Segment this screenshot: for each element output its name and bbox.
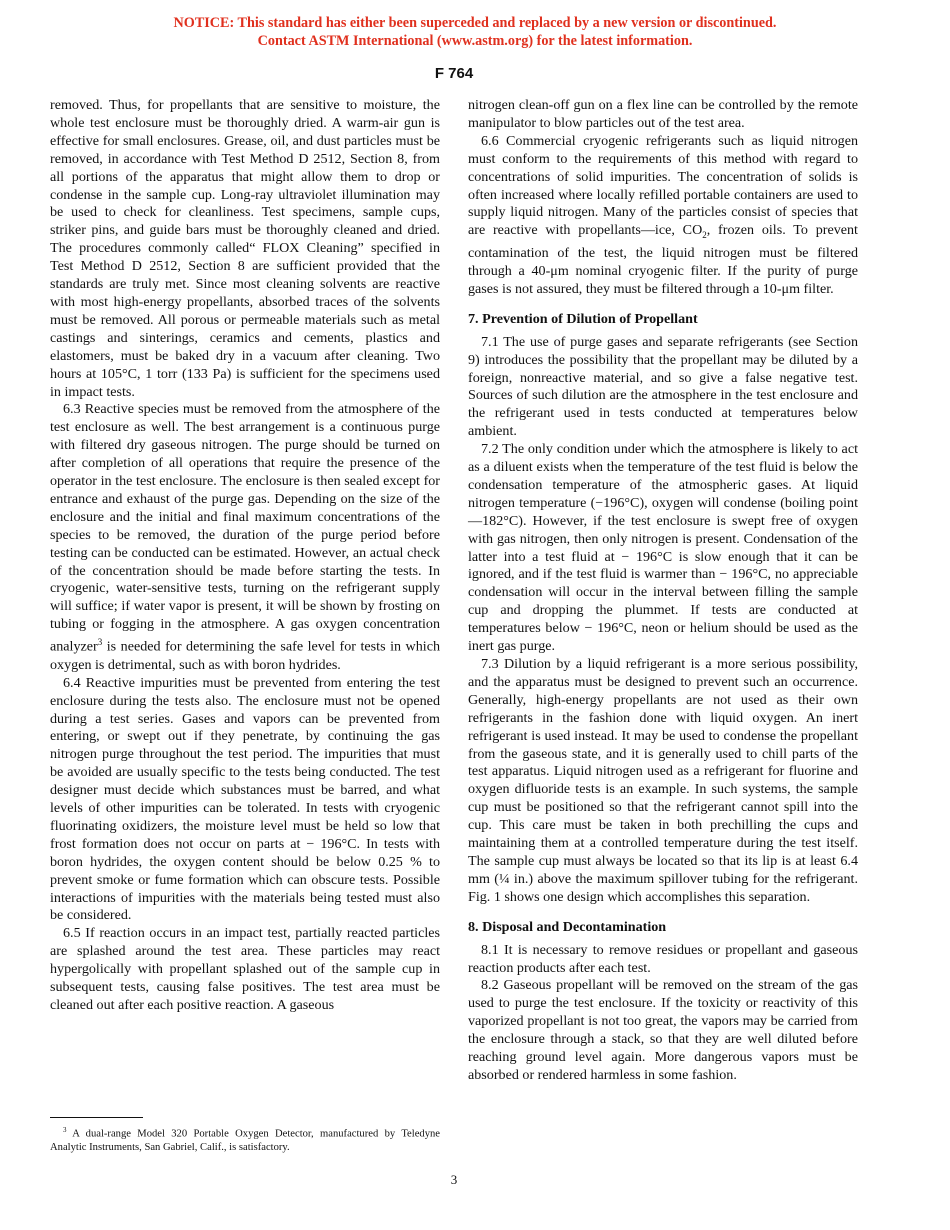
paragraph-6-3 — [50, 401, 440, 674]
paragraph-6-3-text-b: is needed for determining the safe level for tests in which oxygen is detrimental, such as with boron hydrides. — [50, 638, 440, 673]
footnote-marker: 3 — [63, 1126, 67, 1134]
section-7-heading: 7. Prevention of Dilution of Propellant — [468, 310, 698, 327]
footnote — [50, 1117, 440, 1155]
paragraph-8-1: 8.1 It is necessary to remove residues or propellant and gaseous reaction products after each test. — [468, 941, 858, 976]
footnote-text: A dual-range Model 320 Portable Oxygen Detector, manufactured by Teledyne Analytic Instruments, San Gabriel, Calif., is satisfactory. — [50, 1128, 440, 1154]
paragraph-6-6 — [468, 133, 858, 299]
notice-banner — [0, 14, 950, 50]
notice-line-2: Contact ASTM International (www.astm.org) for the latest information. — [257, 33, 693, 49]
paragraph-7-2: 7.2 The only condition under which the atmosphere is likely to act as a diluent exists when the temperature of the test fluid is below the condensation temperature of the atmospheric gases. At liquid nitrogen temperature (−196°C), oxygen will condense (boiling point—182°C). However, if the test enclosure is swept free of oxygen with gas nitrogen, then only nitrogen is present. Condensation of the latter into a test fluid at − 196°C is slow enough that it can be ignored, and if the test fluid is warmer than − 196°C, no appreciable condensation will occur in the interval between filling the sample cup and dropping the plummet. If tests are conducted at temperatures below − 196°C, neon or helium should be used as the inert gas purge. — [468, 441, 858, 655]
paragraph-6-6-text-a: 6.6 Commercial cryogenic refrigerants such as liquid nitrogen must conform to the requirements of this method with regard to concentrations of solid impurities. The concentration of solids is often increased where locally refilled portable containers are used to supply liquid nitrogen. Many of the particles consist of species that are reactive with propellants—ice, CO — [468, 132, 858, 239]
notice-line-1: NOTICE: This standard has either been superceded and replaced by a new version or discontinued. — [173, 15, 777, 31]
footnote-3 — [50, 1124, 440, 1155]
paragraph-8-2: 8.2 Gaseous propellant will be removed on the stream of the gas used to purge the test enclosure. If the toxicity or reactivity of this vaporized propellant is not too great, the vapors may be carried from the enclosure through a stack, so that they are well diluted before reaching ground level again. More dangerous vapors must be absorbed or rendered harmless in some fashion. — [468, 977, 858, 1083]
paragraph-6-5-continued: nitrogen clean-off gun on a flex line can be controlled by the remote manipulator to blow particles out of the test area. — [468, 97, 858, 131]
paragraph-6-3-text-a: 6.3 Reactive species must be removed from the atmosphere of the test enclosure as well. The best arrangement is a continuous purge with filtered dry gaseous nitrogen. The purge should be turned on after completion of all operations that require the presence of the operator in the test enclosure. The enclosure is then sealed except for entrance and exhaust of the purge gas. Depending on the size of the enclosure and the initial and final maximum concentrations of the species to be removed, the duration of the purge period before testing can be conducted can be estimated. However, an actual check of the concentration should be made before starting the tests. In cryogenic, water-sensitive tests, turning on the refrigerant supply will suffice; if water vapor is present, it will be shown by frosting on tubing or fogging in the atmosphere. A gas oxygen concentration analyzer — [50, 401, 440, 655]
paragraph-cleaning-continued: removed. Thus, for propellants that are sensitive to moisture, the whole test enclosure must be thoroughly dried. A warm-air gun is effective for small enclosures. Grease, oil, and dust particles must be removed, in accordance with Test Method D 2512, Section 8, from all portions of the apparatus that might allow them to drop or condense in the sample cup. Long-ray ultraviolet illumination may be used to check for cleanliness. Test specimens, sample cups, striker pins, and guide bars must be thoroughly cleaned and dried. The procedures commonly called“ FLOX Cleaning” specified in Test Method D 2512, Section 8 are sufficient provided that the standards are truly met. Since most cleaning solvents are reactive with most high-energy propellants, absorbed traces of the solvents must be removed. All porous or permeable materials such as metal castings and sinterings, ceramics and cements, plastics and elastomers, must be baked dry in a vacuum after cleaning. Two hours at 105°C, 1 torr (133 Pa) is sufficient for the specimens used in impact tests. — [50, 97, 440, 400]
section-8-heading: 8. Disposal and Decontamination — [468, 918, 667, 935]
right-column — [468, 97, 858, 1085]
paragraph-6-4: 6.4 Reactive impurities must be prevented from entering the test enclosure during the tests also. The enclosure must not be opened during a test series. Gases and vapors can be prevented from entering, or swept out if they penetrate, by continuing the gas nitrogen purge throughout the test period. The impurities that must be avoided are usually specific to the tests being conducted. The test designer must decide which substances must be barred, and what levels of other impurities can be tolerated. In tests with cryogenic fluorinating oxidizers, the moisture level must be held so low that frost formation does not occur on parts at − 196°C. In tests with boron hydrides, the oxygen content should be below 0.25 % to prevent smoke or fume formation which can obscure tests. Possible interactions of impurities with the materials being tested must also be considered. — [50, 674, 440, 924]
left-column — [50, 97, 440, 1015]
paragraph-7-1: 7.1 The use of purge gases and separate refrigerants (see Section 9) introduces the possibility that the propellant may be diluted by a foreign, nonreactive material, and so give a false negative test. Sources of such dilution are the atmosphere in the test enclosure and the refrigerant used in tests conducted at temperatures below ambient. — [468, 333, 858, 440]
paragraph-6-5: 6.5 If reaction occurs in an impact test, partially reacted particles are splashed around the test area. These particles may react hypergolically with propellant splashed out of the sample cup in subsequent tests, causing false positives. The test area must be cleaned out after each positive reaction. A gaseous — [50, 925, 440, 1013]
footnote-ref-3: 3 — [97, 637, 103, 648]
co2-subscript: 2 — [702, 230, 707, 241]
page-number: 3 — [450, 1172, 458, 1187]
paragraph-6-6-text-b: , frozen oils. To prevent contamination of the test, the liquid nitrogen must be filtered through a 40-μm nominal cryogenic filter. If the purity of purge gases is not assured, they must be filtered through a 10-μm filter. — [468, 222, 858, 297]
paragraph-7-3: 7.3 Dilution by a liquid refrigerant is a more serious possibility, and the apparatus must be designed to prevent such an occurrence. Generally, high-energy propellants are not used as their own refrigerants in the fashion done with liquid oxygen. An inert refrigerant is used instead. It may be used to condense the propellant from the gaseous state, and it is generally used to chill parts of the test apparatus. Liquid nitrogen used as a refrigerant for fluorine and oxygen difluoride tests is an example. In such systems, the sample cup must be positioned so that the refrigerant cannot spill into the cup. This care must be taken in both prechilling the cups and maintaining them at a controlled temperature during the test itself. The sample cup must always be located so that its lip is at least 6.4 mm (¼ in.) above the maximum spillover tubing for the refrigerant. Fig. 1 shows one design which accomplishes this separation. — [468, 656, 858, 905]
footnote-rule — [50, 1117, 143, 1118]
document-id: F 764 — [434, 65, 474, 82]
